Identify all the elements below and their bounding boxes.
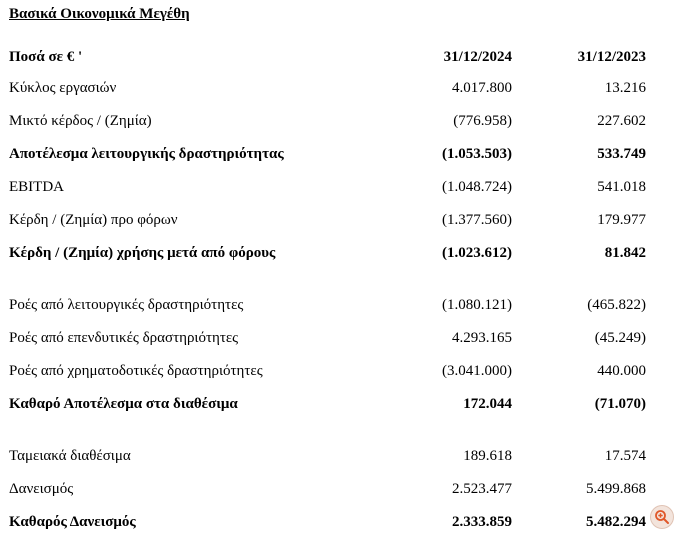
table-row — [9, 506, 646, 539]
table-row — [9, 322, 646, 355]
value-2023: 179.977 — [597, 212, 646, 228]
value-2023: 440.000 — [597, 363, 646, 379]
table-row — [9, 204, 646, 237]
value-2023: (71.070) — [594, 396, 646, 412]
page-title: Βασικά Οικονομικά Μεγέθη — [9, 6, 190, 22]
value-2024: (1.023.612) — [442, 245, 512, 261]
header-label: Ποσά σε € ' — [9, 48, 83, 65]
value-2024: (1.053.503) — [442, 146, 512, 162]
value-2024: (1.048.724) — [442, 179, 512, 195]
financial-table — [9, 42, 646, 539]
table-header-row — [9, 42, 646, 72]
table-row — [9, 440, 646, 473]
row-label: Ροές από λειτουργικές δραστηριότητες — [9, 297, 244, 313]
table-row — [9, 138, 646, 171]
row-label: Μικτό κέρδος / (Ζημία) — [9, 113, 152, 129]
value-2024: (1.377.560) — [442, 212, 512, 228]
zoom-in-icon — [654, 509, 670, 525]
row-label: Καθαρό Αποτέλεσμα στα διαθέσιμα — [9, 396, 238, 412]
value-2024: (1.080.121) — [442, 297, 512, 313]
row-label: Ροές από επενδυτικές δραστηριότητες — [9, 330, 239, 346]
value-2024: (776.958) — [453, 113, 512, 129]
spacer-row — [9, 421, 646, 440]
value-2023: 5.482.294 — [586, 514, 646, 530]
zoom-in-button[interactable] — [650, 505, 674, 529]
table-row — [9, 171, 646, 204]
table-row — [9, 72, 646, 105]
value-2024: 172.044 — [463, 396, 512, 412]
value-2023: (45.249) — [594, 330, 646, 346]
value-2024: 4.017.800 — [452, 80, 512, 96]
row-label: Ταμειακά διαθέσιμα — [9, 448, 131, 464]
table-row — [9, 289, 646, 322]
table-row — [9, 105, 646, 138]
row-label: Καθαρός Δανεισμός — [9, 514, 136, 530]
value-2023: 17.574 — [604, 448, 646, 464]
value-2024: 4.293.165 — [452, 330, 512, 346]
row-label: Κέρδη / (Ζημία) χρήσης μετά από φόρους — [9, 245, 276, 261]
row-label: Δανεισμός — [9, 481, 74, 497]
value-2024: 2.523.477 — [452, 481, 512, 497]
header-2023: 31/12/2023 — [577, 48, 646, 65]
value-2023: 13.216 — [604, 80, 646, 96]
table-row — [9, 237, 646, 270]
table-row — [9, 388, 646, 421]
row-label: Αποτέλεσμα λειτουργικής δραστηριότητας — [9, 146, 284, 162]
table-row — [9, 355, 646, 388]
value-2024: 189.618 — [463, 448, 512, 464]
value-2023: 227.602 — [597, 113, 646, 129]
value-2023: 533.749 — [597, 146, 646, 162]
value-2023: 81.842 — [604, 245, 646, 261]
value-2024: 2.333.859 — [452, 514, 512, 530]
row-label: Κύκλος εργασιών — [9, 80, 117, 96]
row-label: Κέρδη / (Ζημία) προ φόρων — [9, 212, 178, 228]
spacer-row — [9, 270, 646, 289]
table-row — [9, 473, 646, 506]
value-2023: 541.018 — [597, 179, 646, 195]
value-2023: (465.822) — [587, 297, 646, 313]
row-label: Ροές από χρηματοδοτικές δραστηριότητες — [9, 363, 263, 379]
row-label: EBITDA — [9, 179, 64, 195]
header-2024: 31/12/2024 — [443, 48, 512, 65]
value-2024: (3.041.000) — [442, 363, 512, 379]
value-2023: 5.499.868 — [586, 481, 646, 497]
